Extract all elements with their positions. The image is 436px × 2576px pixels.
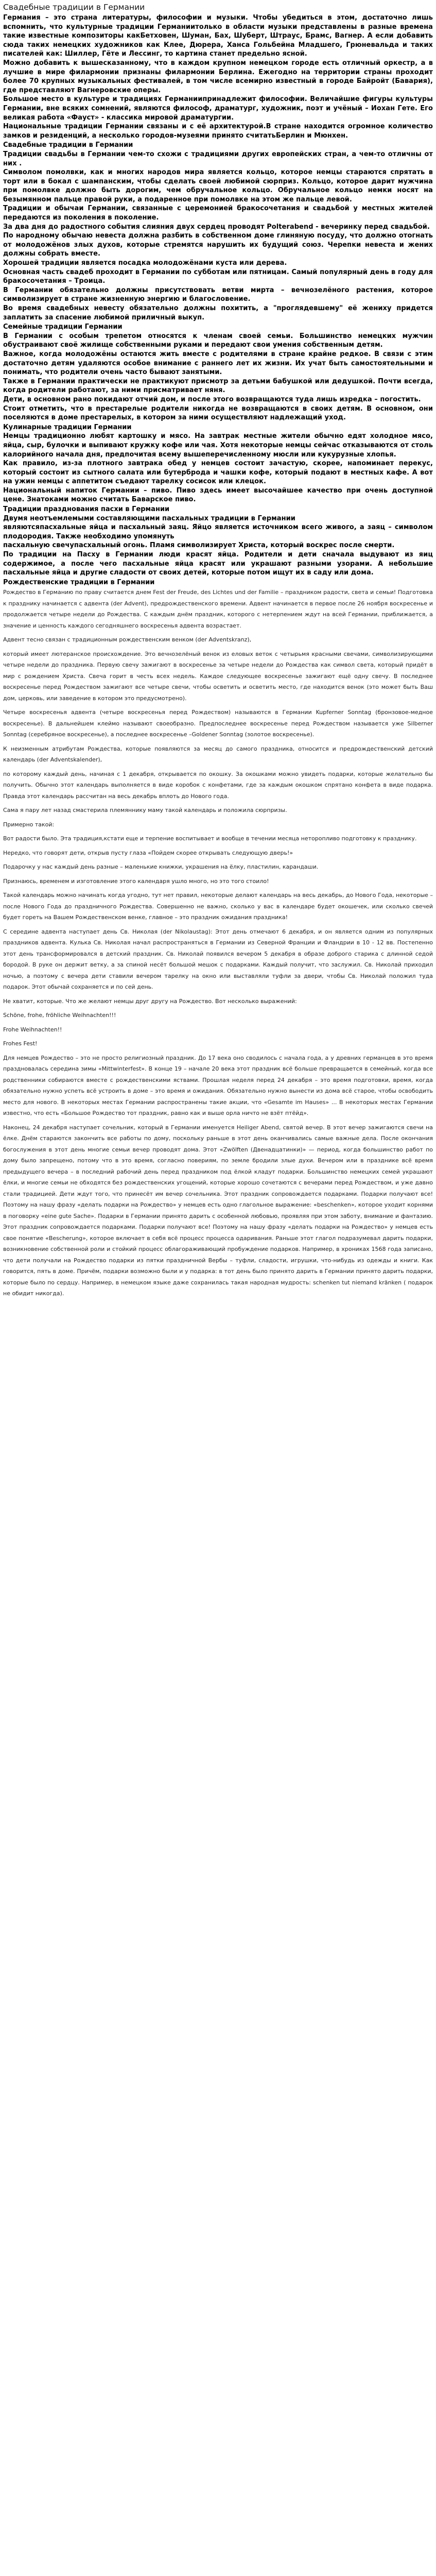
section-heading: Свадебные традиции в Германии	[3, 141, 133, 149]
body-paragraph: Признаюсь, временем и изготовление этого календаря ушло много, но это того стоило!	[3, 877, 269, 885]
body-paragraph: Наконец, 24 декабря наступает сочельник, который в Германии именуется Heiliger Abend, святой вечер. В этот вечер зажигаются свечи на ёлке. Днём стараются закончить все работы по дому, поскольку раньше в этот день оканчивались самые важные дела. После окончания богослужения в этот день многие семьи вечер проводят дома. Этот «Zwölften (Двенадцатинки)» — период, когда большинство работ по дому было запрещено, потому что в это время, согласно повериям, по земле бродили злые духи. Вечером или в празднике всё время предыдущего вечера – в последний рабочий день перед праздником под ёлкой кладут подарки. Большинство немецких семей украшают ёлки, и многие семьи не обходятся без рождественских угощений, которые хорошо сочетаются с вечерами перед Рождеством, и уже давно стали традицией. Дети ждут того, что принесёт им вечер сочельника. Этот праздник сопровождается подарками. Подарки получают все! Поэтому на нашу фразу «делать подарки на Рождество» у немцев есть одно глагольное выражение: «beschenken», которое уходит корнями в поговорку «eine gute Sache». Подарки в Германии принято дарить с особенной любовью, проявляя при этом заботу, внимание и фантазию. Этот праздник сопровождается подарками. Подарки получают все! Поэтому на нашу фразу «делать подарки на Рождество» у немцев есть свое понятие «Bescherung», которое включает в себя всё процесс процесса одаривания. Раньше этот глагол подразумевал дарить подарки, возникновение собственной роли и стойкий процесс облагораживающий пробуждение подарков. Например, в хрониках 1568 года записано, что дети получали на Рождество подарки из пятки праздничной Вербы – туфли, сладости, игрушки, что-нибудь из одежды и книги. Как говорится, пять в доме. Причём, подарки возможно были и у подарка: в тот день было принято дарить в Германии принято дарить подарки, которые было по сердцу. Например, в немецком языке даже сохранилась такая народная мудрость: schenken tut niemand kränken ( подарок не обидит никогда).	[3, 1124, 433, 1297]
section-paragraph: Немцы традиционно любят картошку и мясо. На завтрак местные жители обычно едят холодное мясо, яйца, сыр, булочки и выпивают кружку кофе или чая. Хотя некоторые немцы сейчас отказываются от столь калорийного начала дня, предпочитая всему вышеперечисленному мюсли или кукурузные хлопья.	[3, 432, 433, 459]
body-paragraph: Frohe Weihnachten!!	[3, 1026, 62, 1033]
body-paragraph: С середине адвента наступает день Св. Николая (der Nikolaustag): Этот день отмечают 6 декабря, и он является одним из популярных праздников адвента. Кулька Св. Николая начал распространяться в Германии из Северной Франции и Фландрии в 10 - 12 вв. Постепенно этот день трансформировался в детский праздник. Св. Николай появился вечером 5 декабря в образе доброго старика с длинной седой бородой. В руке он держит ветку, а за спиной несёт большой мешок с подарками. Каждый получит, что заслужил. Св. Николай приходил ночью, а поэтому с вечера дети ставили вечером тарелку на окно или выставляли туфли за двери, чтобы Св. Николай положил туда подарок. Этот обычай сохраняется и по сей день.	[3, 928, 433, 991]
intro-paragraph: Можно добавить к вышесказанному, что в каждом крупном немецком городе есть отличный оркестр, а в лучшие в мире филармонии признаны филармонии Берлина. Ежегодно на территории страны проходит более 70 крупных музыкальных фестивалей, в том числе всемирно известный в городе Байройт (Бавария), где представляют Вагнеровские оперы.	[3, 59, 433, 94]
body-paragraph: Для немцев Рождество – это не просто религиозный праздник. До 17 века оно сводилось с начала года, а у древних германцев в это время праздновалась середина зимы «Mittwinterfest». В конце 19 – начале 20 века этот праздник всё больше превращается в семейный, когда все родственники собираются вместе с рождественскими яствами. Прошлая неделя перед 24 декабря – это время подготовки, время, когда обязательно нужно успеть всё устроить в доме – это время и ожидания. Обязательно нужно вынести из дома всё старое, чтобы освободить место для нового. В некоторых местах Германии распространены такие акции, что «Gesamte im Hauses» ... В некоторых местах Германии известно, что есть «Большое Рождество тот праздник, равно как и выше орла ничто не взёт птёйд».	[3, 1054, 433, 1117]
section-paragraph: В Германии обязательно должны присутствовать ветви мирта – вечнозелёного растения, которое символизирует в стране жизненную энергию и благословение.	[3, 286, 433, 303]
section-paragraph: Символом помолвки, как и многих народов мира является кольцо, которое немцы стараются спрятать в торт или в бокал с шампанским, чтобы сделать своей любимой сюрприз. Кольцо, которое дарит мужчина при помолвке должно быть дорогим, чем обручальное кольцо. Обручальное кольцо немки носят на безымянном пальце правой руки, а подаренное при помолвке на этом же пальце левой.	[3, 168, 433, 204]
body-paragraph: Вот радости было. Эта традиция,кстати еще и терпение воспитывает и вообще в течении месяца неторопливо подготовку к празднику.	[3, 835, 417, 842]
body-paragraph: по которому каждый день, начиная с 1 декабря, открывается по окошку. За окошками можно увидеть подарки, которые желательно бы получить. Обычно этот календарь выполняется в виде коробок с конфетами, где за каждым окошком спрятано конфета в виде подарка. Правда этот календарь рассчитан на весь декабрь вплоть до Нового года.	[3, 770, 433, 800]
section-paragraph: Основная часть свадеб проходит в Германии по субботам или пятницам. Самый популярный день в году для бракосочетания – Троица.	[3, 268, 433, 285]
section-heading: Семейные традиции Германии	[3, 323, 123, 331]
intro-block	[3, 13, 433, 140]
body-paragraph: Подарочку у нас каждый день разные – маленькие книжки, украшения на ёлку, пластилин, карандаши.	[3, 863, 319, 871]
section-paragraph: Важное, когда молодожёны остаются жить вместе с родителями в стране крайне редкое. В связи с этим достаточно детям удаляются особое внимание с раннего лет их жизни. Их учат быть самостоятельными и понимать, что родители очень часто бывают занятыми.	[3, 350, 433, 377]
body-paragraph: Четыре воскресенья адвента (четыре воскресенья перед Рождеством) называются в Германии Kupferner Sonntag (бронзовое-медное воскресенье). В дальнейшем клеймо называют своеобразно. Предпоследнее воскресенье перед Рождеством называется уже Silberner Sonntag (серебряное воскресенье), а последнее воскресенье –Goldener Sonntag (золотое воскресенье).	[3, 709, 433, 738]
sections-block	[3, 141, 433, 587]
section-paragraph: По народному обычаю невеста должна разбить в собственном доме глиняную посуду, что должно отогнать от молодожёнов злых духов, которые стремятся нарушить их будущий союз. Черепки невеста и жених должны собрать вместе.	[3, 232, 433, 258]
section-paragraph: Традиции свадьбы в Германии чем-то схожи с традициями других европейских стран, а чем-то отличны от них .	[3, 150, 433, 167]
intro-paragraph: Национальные традиции Германии связаны и с её архитектурой.В стране находится огромное количество замков и резиденций, а несколько городов-музеями принято считатьБерлин и Мюнхен.	[3, 123, 433, 140]
body-paragraph: Примерно такой:	[3, 821, 55, 828]
body-paragraph: Frohes Fest!	[3, 1040, 38, 1047]
body-paragraph: К неизменным атрибутам Рождества, которые появляются за месяц до самого праздника, относится и предрождественский детский календарь (der Adventskalender),	[3, 745, 433, 764]
section-paragraph: По традиции на Пасху в Германии люди красят яйца. Родители и дети сначала выдувают из яиц содержимое, а после чего пасхальные яйца красят или украшают разными узорами. А небольшие пасхальные яйца и другие сладости от своих детей, которые потом ищут их в саду или дома.	[3, 551, 433, 577]
section-paragraph: Национальный напиток Германии – пиво. Пиво здесь имеет высочайшее качество при очень доступной цене. Знатоками можно считать Баварское пиво.	[3, 486, 433, 504]
intro-paragraph: Большое место в культуре и традициях Германиипринадлежит философии. Величайшие фигуры культуры Германии, вне всяких сомнений, являются философ, драматург, художник, поэт и учёный – Иохан Гете. Его великая работа «Фауст» - классика мировой драматургии.	[3, 95, 433, 122]
body-paragraph: который имеет лютеранское происхождение. Это вечнозелёный венок из еловых веток с четырьмя красными свечами, символизирующими четыре недели до праздника. Первую свечу зажигают в воскресенье за четыре недели до Рождества как символ света, который придёт в мир с рождением Христа. Свеча горит в честь всех недель. Каждое следующее воскресенье зажигают ещё одну свечу. В последнее воскресенье перед Рождеством зажигают все четыре свечи, чтобы осветить и осветить место, где находится венок (это может быть Ваш дом, церковь, или заведение в котором это предусмотрено).	[3, 650, 433, 702]
page-title: Свадебные традиции в Германии	[3, 3, 145, 12]
article	[0, 1, 436, 1299]
section-heading: Кулинарные традиции Германии	[3, 423, 132, 431]
section-heading: Рождественские традиции в Германии	[3, 578, 155, 586]
section-heading: Традиции празднования пасхи в Германии	[3, 505, 170, 514]
body-paragraph: Не хватит, которые. Что же желают немцы друг другу на Рождество. Вот несколько выражений:	[3, 997, 297, 1005]
body-paragraph: Schöne, frohe, fröhliche Weihnachten!!!	[3, 1012, 116, 1019]
body-paragraph: Нередко, что говорят дети, открыв пусту глаза «Пойдем скорее открывать следующую дверь!»	[3, 849, 293, 856]
section-paragraph: пасхальную свечупасхальный огонь. Пламя символизирует Христа, который воскрес после смерти.	[3, 541, 395, 550]
section-paragraph: В Германии с особым трепетом относятся к членам своей семьи. Большинство немецких мужчин обустраивают своё жилище собственными руками и передают свои умения собственным детям.	[3, 332, 433, 349]
intro-paragraph: Германия – это страна литературы, философии и музыки. Чтобы убедиться в этом, достаточно лишь вспомнить, что культурные традиции Германиитолько в области музыки представлены в разные времена такие известные композиторы какБетховен, Шуман, Бах, Шуберт, Штраус, Брамс, Вагнер. А если добавить сюда таких немецких художников как Клее, Дюрера, Ханса Гольбейна Младшего, Грюневальда и таких писателей как: Шиллер, Гёте и Лессинг, то картина станет предельно ясной.	[3, 14, 433, 58]
section-paragraph: Также в Германии практически не практикуют присмотр за детьми бабушкой или дедушкой. Почти всегда, когда родители работают, за ними присматривает няня.	[3, 377, 433, 395]
section-paragraph: являютсяпасхальные яйца и пасхальный заяц. Яйцо является источником всего живого, а заяц – символом плодородия. Также необходимо упомянуть	[3, 523, 433, 540]
body-paragraph: Адвент тесно связан с традиционным рождественским венком (der Adventskranz),	[3, 636, 252, 643]
body-paragraph: Такой календарь можно начинать когда угодно, тут нет правил, некоторые делают календарь на весь декабрь, до Нового Года, некоторые – после Нового Года до праздничного Рождества. Совершенно не важно, сколько у вас в календаре будет окошечек, или сколько свечей будет гореть на Вашем Рождественском венке, главное – это праздник ожидания праздника!	[3, 892, 433, 921]
christmas-body	[3, 587, 433, 1299]
section-paragraph: Хорошей традиции является посадка молодожёнами куста или дерева.	[3, 259, 287, 267]
section-paragraph: Как правило, из-за плотного завтрака обед у немцев состоит зачастую, скорее, напоминает перекус, который состоит из сытного салата или бутерброда и чашки кофе, который подают в местных кафе. А вот на ужин немцы с аппетитом съедают тарелку сосисок или клецок.	[3, 460, 433, 486]
section-paragraph: Во время свадебных невесту обязательно должны похитить, а "проглядевшему" её жениху придется заплатить за спасение любимой приличный выкуп.	[3, 304, 433, 321]
body-paragraph: Рождество в Германию по праву считается днем Fest der Freude, des Lichtes und der Familie – праздником радости, света и семьи! Подготовка к празднику начинается с адвента (der Advent), предрождественского времени. Адвент начинается в первое после 26 ноября воскресенье и продолжается четыре недели до Рождества. С каждым днём праздник, которого с нетерпением ждут на всей Германии, приближается, а значение и ценность каждого сегодняшнего воскресенья адвента возрастает.	[3, 589, 433, 629]
section-paragraph: Двумя неотъемлемыми составляющими пасхальных традиции в Германии	[3, 514, 295, 522]
section-paragraph: Традиции и обычаи Германии, связанные с церемонией бракосочетания и свадьбой у местных жителей передаются из поколения в поколение.	[3, 205, 433, 222]
section-paragraph: Стоит отметить, что в престарелые родители никогда не возвращаются в своих детям. В основном, они поселяются в доме престарелых, в котором за ними осуществляют надлежащий уход.	[3, 404, 433, 422]
body-paragraph: Сама я пару лет назад смастерила племяннику маму такой календарь и положила сюрпризы.	[3, 807, 287, 814]
section-paragraph: Дети, в основном рано покидают отчий дом, и после этого возвращаются туда лишь изредка – погостить.	[3, 395, 421, 403]
section-paragraph: За два дня до радостного события слияния двух сердец проводят Polterabend - вечеринку перед свадьбой.	[3, 223, 430, 231]
